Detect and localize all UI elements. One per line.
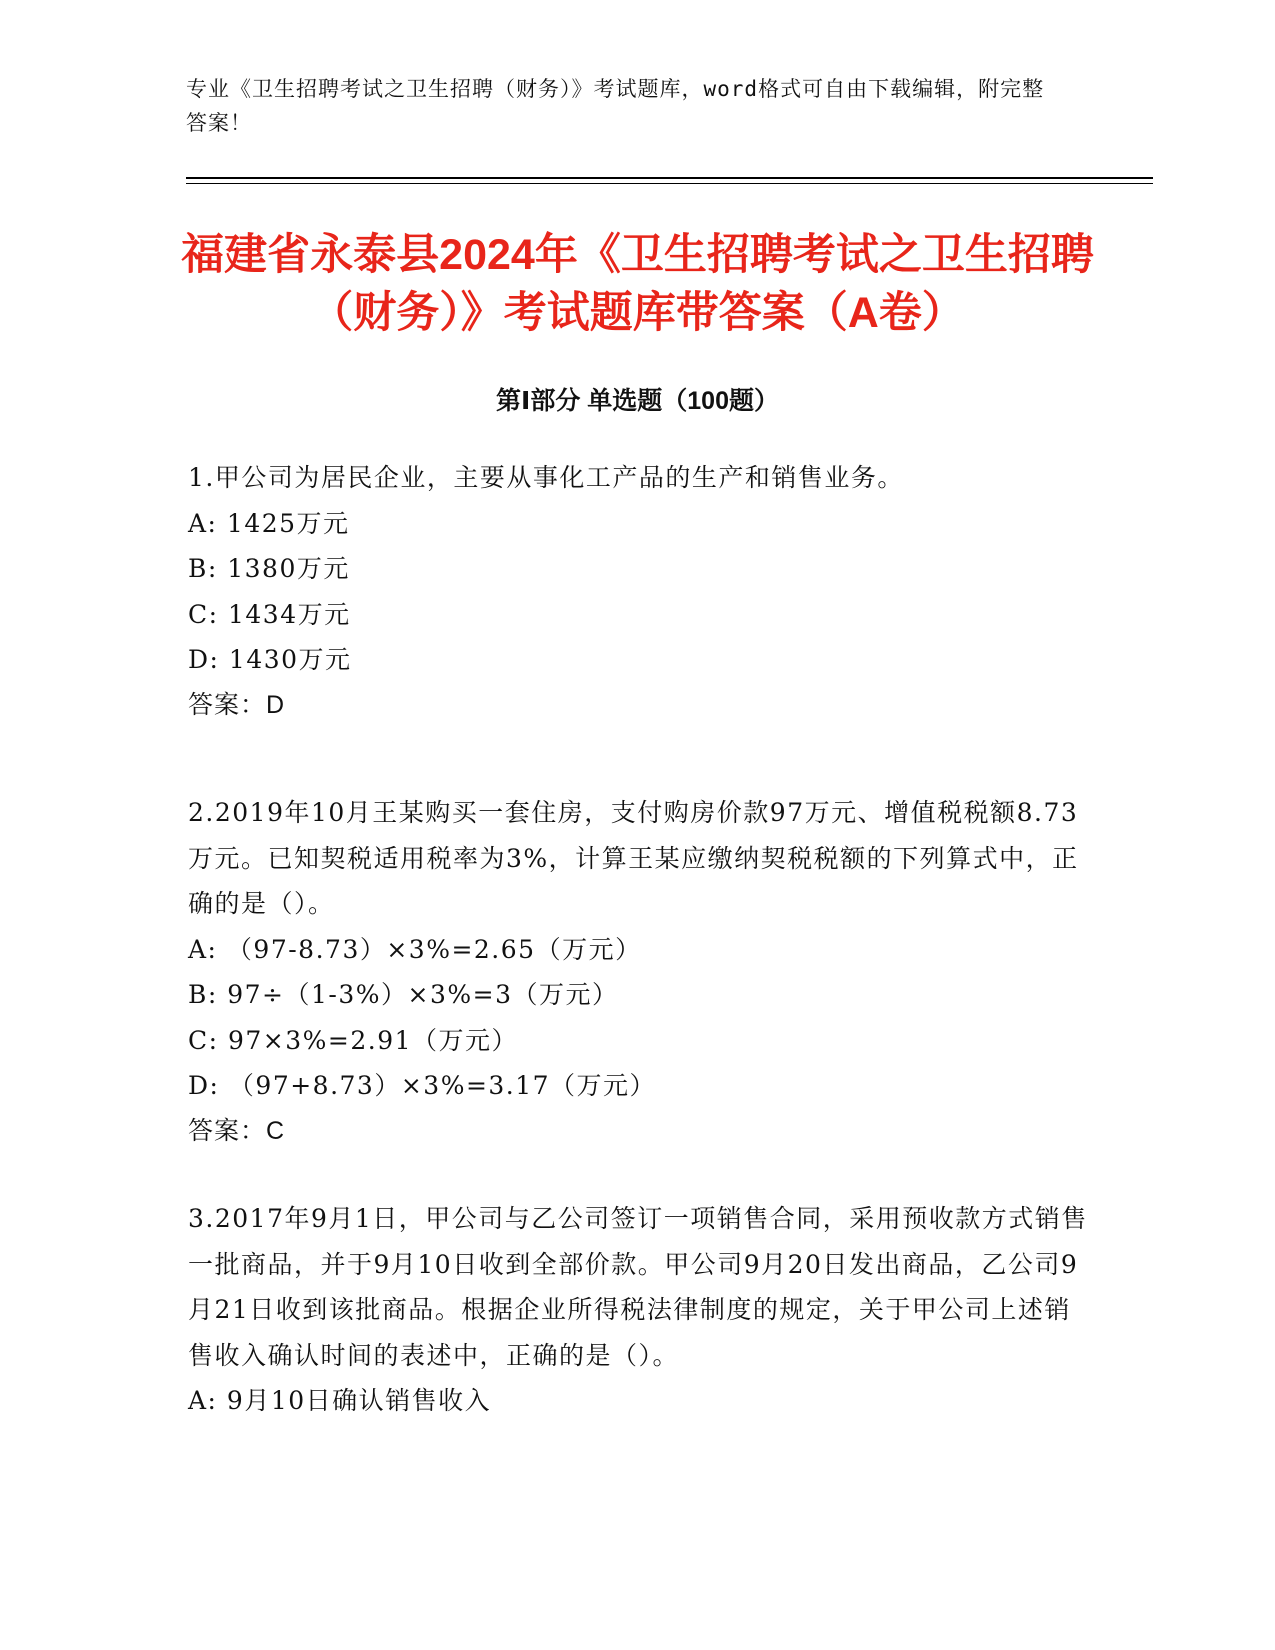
option-b: B: 97÷（1-3%）×3%=3（万元） [188,980,619,1009]
header-note: 专业《卫生招聘考试之卫生招聘（财务）》考试题库，word格式可自由下载编辑，附完整答案！ [186,77,1045,135]
option-a: A: 1425万元 [188,508,350,538]
question-stem: 3.2017年9月1日，甲公司与乙公司签订一项销售合同，采用预收款方式销售一批商品，并于9月10日收到全部价款。甲公司9月20日发出商品，乙公司9月21日收到该批商品。根据企业所得税法律制度的规定，关于甲公司上述销售收入确认时间的表述中，正确的是（）。 [188,1204,1088,1370]
question-1 [188,455,1093,728]
section-title: 第Ⅰ部分 单选题（100题） [496,387,779,415]
option-a: A: （97-8.73）×3%=2.65（万元） [188,934,642,964]
option-c: C: 97×3%=2.91（万元） [188,1025,519,1055]
option-d: D: 1430万元 [188,645,352,674]
question-stem: 1.甲公司为居民企业，主要从事化工产品的生产和销售业务。 [188,463,904,492]
option-b: B: 1380万元 [188,554,350,583]
answer: 答案：C [188,1116,286,1145]
option-a: A: 9月10日确认销售收入 [188,1386,492,1415]
question-stem: 2.2019年10月王某购买一套住房，支付购房价款97万元、增值税税额8.73万元。已知契税适用税率为3%，计算王某应缴纳契税税额的下列算式中，正确的是（）。 [188,798,1079,918]
question-3 [188,1196,1093,1424]
header-rule-thin [186,183,1153,184]
option-c: C: 1434万元 [188,599,351,629]
option-d: D: （97+8.73）×3%=3.17（万元） [188,1071,657,1100]
document-title: 福建省永泰县2024年《卫生招聘考试之卫生招聘（财务）》考试题库带答案（A卷） [181,231,1094,337]
question-2 [188,790,1093,1154]
header-rule-thick [186,177,1153,179]
answer: 答案：D [188,690,286,719]
